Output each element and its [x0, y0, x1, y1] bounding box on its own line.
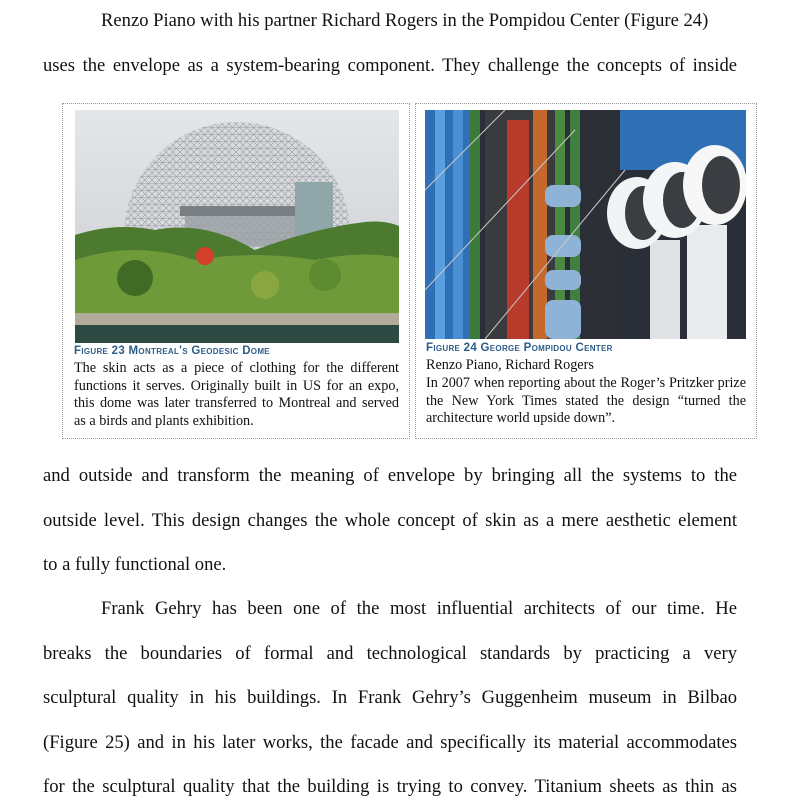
paragraph-line: uses the envelope as a system-bearing component. They challenge the concepts of inside	[43, 55, 737, 76]
figure-24-caption: In 2007 when reporting about the Roger’s Pritzker prize the New York Times stated the design “turned the architecture world upside down”.	[426, 375, 746, 426]
paragraph-line: breaks the boundaries of formal and technological standards by practicing a very	[43, 643, 737, 664]
figure-24-credit: Renzo Piano, Richard Rogers	[426, 357, 594, 373]
geodesic-dome-photo	[75, 110, 399, 343]
figure-23-title: Figure 23 Montreal's Geodesic Dome	[74, 345, 270, 357]
figure-24-title: Figure 24 George Pompidou Center	[426, 342, 613, 354]
paragraph-line: (Figure 25) and in his later works, the facade and specifically its material accommodates	[43, 732, 737, 753]
paragraph-line: to a fully functional one.	[43, 554, 227, 575]
pompidou-center-photo	[425, 110, 746, 339]
figure-23-caption: The skin acts as a piece of clothing for the different functions it serves. Originally built in US for an expo, this dome was later transferred to Montreal and served as a birds and plants exhibition.	[74, 360, 399, 429]
figure-23	[62, 103, 410, 439]
paragraph-line: Frank Gehry has been one of the most influential architects of our time. He	[101, 598, 737, 619]
paragraph-line: outside level. This design changes the whole concept of skin as a mere aesthetic element	[43, 510, 737, 531]
figure-24-image	[425, 110, 746, 339]
figure-23-image	[75, 110, 399, 343]
figure-24	[415, 103, 757, 439]
paragraph-line: for the sculptural quality that the building is trying to convey. Titanium sheets as thin as	[43, 776, 737, 797]
paragraph-line: Renzo Piano with his partner Richard Rogers in the Pompidou Center (Figure 24)	[101, 10, 709, 31]
paragraph-line: sculptural quality in his buildings. In Frank Gehry’s Guggenheim museum in Bilbao	[43, 687, 737, 708]
paragraph-line: and outside and transform the meaning of envelope by bringing all the systems to the	[43, 465, 737, 486]
